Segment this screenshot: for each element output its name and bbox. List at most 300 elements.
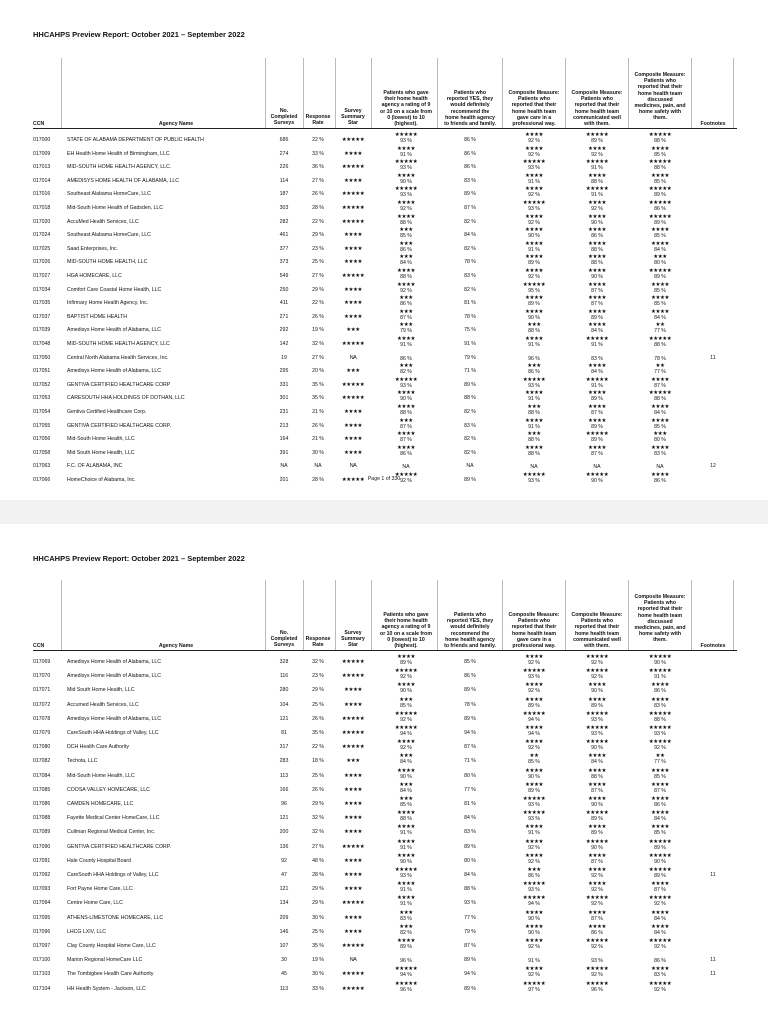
cell-ccn: 017058 [33, 449, 51, 456]
header-rule [33, 128, 737, 129]
cell-communication-stars: ★★★★★ [585, 472, 609, 478]
page-number: Page 1 of 330 [367, 476, 401, 482]
table-row [33, 924, 737, 938]
cell-rating-value: 94 % [400, 731, 412, 737]
cell-communication-value: 91 % [591, 342, 603, 348]
cell-care-stars: ★★★★ [524, 725, 544, 731]
cell-care-value: 88 % [528, 450, 540, 457]
cell-ccn: 017055 [33, 422, 51, 429]
cell-ccn: 017071 [33, 687, 51, 694]
cell-recommend-value: 87 % [464, 205, 476, 211]
cell-rating-stars: ★★★★★ [394, 710, 418, 717]
cell-completed-surveys: 121 [279, 815, 289, 822]
cell-ccn: 017096 [33, 928, 51, 935]
cell-agency-name: CARESOUTH HHA HOLDINGS OF DOTHAN, LLC [67, 395, 185, 402]
cell-recommend-value: 84 % [464, 815, 476, 822]
cell-rating-stars: ★★★★★ [394, 376, 418, 383]
cell-rating-stars: ★★★ [399, 363, 413, 370]
cell-care-value: 90 % [528, 314, 540, 321]
cell-care-stars: ★★★★★ [522, 810, 546, 817]
cell-summary-star: ★★★★ [343, 786, 363, 793]
header-recommend: Patients who reported YES, they would definitely recommend the home health agency to friends and family. [444, 90, 496, 128]
cell-medicines-stars: ★★★★★ [648, 938, 672, 944]
cell-recommend-value: 88 % [464, 395, 476, 402]
cell-summary-star: ★★★★ [343, 422, 363, 429]
table-row [33, 227, 737, 241]
cell-communication-stars: ★★★★★ [585, 336, 609, 342]
table-row [33, 796, 737, 810]
cell-care-stars: ★★★★ [524, 909, 544, 916]
cell-rating-value: 85 % [400, 233, 412, 240]
cell-rating-value: 93 % [400, 873, 412, 879]
cell-rating-value: 91 % [400, 342, 412, 348]
cell-response-rate: 27 % [312, 273, 324, 279]
cell-communication-value: 87 % [591, 287, 603, 294]
table-row [33, 309, 737, 323]
cell-care-stars: ★★★★ [524, 308, 544, 315]
cell-recommend-value: 84 % [464, 232, 476, 239]
cell-communication-stars: ★★★★★ [585, 938, 609, 944]
cell-communication-value: 92 % [591, 674, 603, 681]
header-communicated-well: Composite Measure: Patients who reported that their home health team communicated well with them. [571, 90, 623, 128]
cell-communication-value: 89 % [591, 396, 603, 403]
cell-care-value: 91 % [528, 423, 540, 430]
cell-ccn: 017024 [33, 232, 51, 239]
cell-care-value: 91 % [528, 830, 540, 837]
cell-agency-name: GENTIVA CERTIFIED HEALTHCARE CORP [67, 381, 171, 388]
cell-recommend-value: 89 % [464, 687, 476, 694]
cell-medicines-value: 86 % [654, 478, 666, 484]
cell-communication-stars: ★★★★ [587, 767, 607, 774]
cell-rating-stars: ★★★ [399, 322, 413, 329]
cell-medicines-stars: ★★★★★ [648, 654, 672, 660]
cell-agency-name: F.C. OF ALABAMA, INC [67, 463, 123, 470]
cell-recommend-value: 77 % [464, 914, 476, 921]
cell-rating-value: 86 % [400, 355, 412, 362]
cell-completed-surveys: 231 [279, 409, 289, 415]
table-row [33, 445, 737, 459]
cell-agency-name: MID-SOUTH HOME HEALTH AGENCY, LLC. [67, 164, 172, 171]
cell-communication-stars: ★★★★ [587, 404, 607, 410]
cell-medicines-value: 86 % [654, 958, 666, 965]
cell-care-value: 93 % [528, 478, 540, 484]
cell-communication-stars: ★★★★★ [585, 186, 609, 193]
cell-communication-stars: ★★★★ [587, 923, 607, 930]
cell-medicines-stars: ★★★★ [650, 376, 670, 383]
cell-completed-surveys: 377 [279, 245, 289, 252]
header-footnotes: Footnotes [700, 121, 726, 127]
cell-communication-value: 86 % [591, 929, 603, 936]
cell-medicines-value: 85 % [654, 287, 666, 294]
cell-communication-value: 92 % [591, 206, 603, 212]
table-row [33, 418, 737, 432]
cell-ccn: 017048 [33, 341, 51, 347]
cell-communication-stars: ★★★★ [587, 295, 607, 302]
cell-completed-surveys: 116 [279, 673, 289, 680]
cell-care-stars: ★★★★ [524, 336, 544, 342]
cell-ccn: 017100 [33, 957, 51, 964]
cell-communication-stars: ★★★★★ [585, 431, 609, 438]
cell-care-stars: ★★★★ [524, 767, 544, 774]
cell-rating-stars: ★★★★★ [394, 966, 418, 973]
table-row [33, 839, 737, 853]
cell-medicines-value: 87 % [654, 787, 666, 794]
cell-care-stars: ★★★ [527, 404, 541, 410]
cell-care-value: 89 % [528, 702, 540, 709]
cell-rating-value: 85 % [400, 802, 412, 808]
cell-summary-star: ★★★★ [343, 857, 363, 864]
cell-completed-surveys: 549 [279, 273, 289, 279]
cell-communication-value: 83 % [591, 355, 603, 362]
cell-medicines-stars: ★★★★ [650, 881, 670, 888]
cell-care-value: 86 % [528, 873, 540, 879]
table-row [33, 322, 737, 336]
cell-medicines-stars: ★★★★ [650, 909, 670, 916]
cell-care-stars: ★★ [529, 753, 539, 760]
cell-response-rate: 28 % [312, 477, 324, 483]
cell-ccn: 017103 [33, 971, 51, 978]
cell-medicines-value: 84 % [654, 314, 666, 321]
cell-recommend-value: 77 % [464, 786, 476, 793]
cell-communication-value: 84 % [591, 369, 603, 376]
cell-medicines-value: 84 % [654, 816, 666, 823]
cell-agency-name: Fort Payne Home Care, LLC [67, 886, 133, 893]
cell-communication-value: 87 % [591, 858, 603, 865]
cell-communication-stars: ★★★★ [587, 881, 607, 888]
cell-summary-star: ★★★★★ [341, 943, 365, 949]
table-row [33, 881, 737, 895]
cell-recommend-value: 82 % [464, 286, 476, 293]
cell-medicines-stars: ★★★ [653, 431, 667, 438]
cell-recommend-value: 82 % [464, 409, 476, 415]
cell-communication-stars: ★★★★★ [585, 132, 609, 138]
cell-care-value: 91 % [528, 396, 540, 403]
cell-completed-surveys: 461 [279, 232, 289, 239]
cell-rating-value: 84 % [400, 759, 412, 766]
cell-medicines-stars: ★★★★ [650, 240, 670, 247]
cell-completed-surveys: 201 [279, 477, 289, 483]
cell-ccn: 017050 [33, 354, 51, 361]
cell-ccn: 017080 [33, 744, 51, 751]
cell-summary-star: ★★★★ [343, 772, 363, 779]
cell-medicines-stars: ★★★★★ [648, 852, 672, 859]
cell-care-value: NA [530, 464, 538, 471]
cell-care-value: 89 % [528, 787, 540, 794]
cell-completed-surveys: 107 [279, 943, 289, 949]
cell-agency-name: CareSouth HHA Holdings of Valley, LLC [67, 872, 159, 878]
cell-medicines-value: 88 % [654, 716, 666, 723]
cell-recommend-value: 84 % [464, 872, 476, 878]
cell-ccn: 017020 [33, 218, 51, 225]
cell-ccn: 017092 [33, 872, 51, 878]
cell-response-rate: 26 % [312, 786, 324, 793]
cell-rating-value: 83 % [400, 915, 412, 922]
cell-rating-stars: ★★★★★ [394, 132, 418, 138]
cell-recommend-value: NA [466, 463, 474, 470]
cell-summary-star: ★★★★ [343, 177, 363, 184]
cell-response-rate: 27 % [312, 177, 324, 184]
cell-communication-stars: ★★★★★ [585, 654, 609, 660]
cell-communication-stars: ★★★★★ [585, 710, 609, 717]
cell-recommend-value: 91 % [464, 341, 476, 347]
cell-communication-stars: ★★★★★ [585, 895, 609, 902]
cell-rating-value: 86 % [400, 301, 412, 308]
cell-summary-star: ★★★★ [343, 701, 363, 708]
table-row [33, 254, 737, 268]
cell-summary-star: ★★★★ [343, 313, 363, 320]
cell-medicines-value: 90 % [654, 660, 666, 666]
header-response-rate: Response Rate [305, 114, 331, 127]
cell-rating-value: 94 % [400, 972, 412, 979]
cell-medicines-value: 92 % [654, 944, 666, 950]
cell-response-rate: 30 % [312, 914, 324, 921]
cell-medicines-stars: ★★★ [653, 254, 667, 261]
cell-medicines-stars: ★★★★ [650, 444, 670, 451]
header-rule [33, 650, 737, 651]
cell-care-stars: ★★★★ [524, 227, 544, 234]
cell-completed-surveys: 142 [279, 341, 289, 347]
cell-communication-stars: ★★★★ [587, 227, 607, 234]
cell-summary-star: ★★★★★ [341, 985, 365, 992]
cell-care-value: 94 % [528, 731, 540, 737]
cell-care-value: 85 % [528, 759, 540, 766]
table-row [33, 739, 737, 753]
cell-medicines-value: 90 % [654, 858, 666, 865]
cell-rating-value: 92 % [400, 674, 412, 681]
cell-medicines-stars: ★★ [655, 753, 665, 760]
cell-ccn: 017056 [33, 436, 51, 443]
cell-care-stars: ★★★★★ [522, 980, 546, 987]
cell-ccn: 017052 [33, 381, 51, 388]
cell-communication-value: 87 % [591, 787, 603, 794]
cell-rating-value: 92 % [400, 716, 412, 723]
cell-summary-star: ★★★★ [343, 436, 363, 443]
cell-agency-name: Techota, LLC [67, 758, 98, 765]
cell-care-value: 92 % [528, 660, 540, 666]
header-professional-care: Composite Measure: Patients who reported that their home health team gave care in a professional way. [508, 612, 560, 650]
cell-response-rate: 22 % [312, 218, 324, 225]
cell-communication-value: 88 % [591, 246, 603, 253]
cell-care-value: 91 % [528, 178, 540, 185]
cell-medicines-stars: ★★★★ [650, 810, 670, 817]
cell-care-stars: ★★★★★ [522, 200, 546, 206]
cell-communication-stars: ★★★★ [587, 213, 607, 220]
cell-ccn: 017066 [33, 477, 51, 483]
cell-recommend-value: 94 % [464, 730, 476, 736]
cell-summary-star: ★★★★ [343, 245, 363, 252]
cell-agency-name: Fayette Medical Center HomeCare, LLC [67, 815, 160, 822]
cell-rating-value: 88 % [400, 274, 412, 280]
cell-rating-value: 91 % [400, 830, 412, 837]
header-communicated-well: Composite Measure: Patients who reported that their home health team communicated well with them. [571, 612, 623, 650]
cell-care-stars: ★★★★ [524, 654, 544, 660]
cell-medicines-stars: ★★ [655, 322, 665, 329]
table-row [33, 268, 737, 282]
header-completed-surveys: No. Completed Surveys [270, 108, 298, 127]
cell-medicines-stars: ★★★★★ [648, 710, 672, 717]
table-row [33, 697, 737, 711]
cell-medicines-stars: ★★★★★ [648, 838, 672, 845]
cell-completed-surveys: 114 [279, 177, 289, 184]
cell-communication-value: 84 % [591, 328, 603, 335]
cell-completed-surveys: 96 [281, 801, 287, 807]
cell-communication-stars: ★★★★★ [585, 739, 609, 746]
cell-completed-surveys: 250 [279, 286, 289, 293]
cell-care-value: 92 % [528, 219, 540, 226]
cell-ccn: 017009 [33, 150, 51, 157]
cell-agency-name: HGA HOMECARE, LLC [67, 273, 122, 279]
cell-recommend-value: 80 % [464, 772, 476, 779]
cell-rating-stars: ★★★ [399, 909, 413, 916]
cell-rating-stars: ★★★ [399, 696, 413, 703]
cell-medicines-value: 89 % [654, 219, 666, 226]
cell-summary-star: ★★★★★ [341, 381, 365, 388]
cell-communication-value: 91 % [591, 165, 603, 172]
cell-care-stars: ★★★★ [524, 923, 544, 930]
cell-recommend-value: 89 % [464, 191, 476, 198]
cell-agency-name: Mid South Home Health, LLC [67, 687, 135, 694]
cell-medicines-value: 92 % [654, 901, 666, 908]
cell-ccn: 017093 [33, 886, 51, 893]
cell-medicines-value: 83 % [654, 450, 666, 457]
cell-recommend-value: 89 % [464, 715, 476, 722]
cell-response-rate: 25 % [312, 701, 324, 708]
table-row [33, 824, 737, 838]
cell-care-stars: ★★★★ [524, 838, 544, 845]
cell-response-rate: 20 % [312, 368, 324, 375]
cell-rating-stars: ★★★★ [396, 431, 416, 438]
cell-rating-stars: ★★★★ [396, 404, 416, 410]
header-ccn: CCN [33, 643, 45, 649]
cell-recommend-value: 82 % [464, 218, 476, 225]
cell-completed-surveys: 92 [281, 857, 287, 864]
cell-completed-surveys: 104 [279, 701, 289, 708]
cell-communication-stars: ★★★★ [587, 824, 607, 831]
cell-medicines-stars: ★★★★ [650, 796, 670, 802]
cell-rating-value: 79 % [400, 328, 412, 335]
cell-agency-name: Saad Enterprises, Inc. [67, 245, 119, 252]
cell-communication-value: 89 % [591, 437, 603, 444]
cell-response-rate: 29 % [312, 900, 324, 907]
cell-summary-star: ★★★★★ [341, 191, 365, 198]
cell-summary-star: ★★★★ [343, 928, 363, 935]
cell-summary-star: NA [349, 354, 357, 361]
cell-medicines-value: 77 % [654, 759, 666, 766]
table-row [33, 282, 737, 296]
cell-communication-stars: ★★★★★ [585, 966, 609, 973]
cell-summary-star: ★★★★ [343, 259, 363, 266]
cell-medicines-value: 87 % [654, 382, 666, 389]
cell-care-value: 90 % [528, 929, 540, 936]
cell-response-rate: 25 % [312, 772, 324, 779]
cell-communication-value: 91 % [591, 382, 603, 389]
cell-communication-stars: ★★★★ [587, 696, 607, 703]
cell-agency-name: Central North Alabama Health Services, Inc. [67, 354, 169, 361]
cell-medicines-value: 84 % [654, 246, 666, 253]
cell-medicines-value: 78 % [654, 355, 666, 362]
table-row [33, 458, 737, 472]
cell-response-rate: 33 % [312, 150, 324, 157]
cell-care-value: 94 % [528, 716, 540, 723]
cell-recommend-value: 94 % [464, 971, 476, 978]
cell-response-rate: 21 % [312, 436, 324, 443]
cell-medicines-stars: ★★★★★ [648, 186, 672, 193]
cell-care-stars: ★★★★★ [522, 472, 546, 478]
cell-communication-stars: ★★★★ [587, 753, 607, 760]
cell-recommend-value: 75 % [464, 327, 476, 334]
cell-summary-star: NA [349, 957, 357, 964]
cell-care-stars: ★★★★ [524, 938, 544, 944]
cell-communication-value: 88 % [591, 260, 603, 267]
table-row [33, 725, 737, 739]
cell-communication-value: 89 % [591, 702, 603, 709]
cell-agency-name: Amedisys Home Health of Alabama, LLC [67, 659, 161, 665]
cell-response-rate: 27 % [312, 843, 324, 850]
header-medicines-pain-safety: Composite Measure: Patients who reported that their home health team discussed medicines, pain, and home safety with them. [634, 594, 686, 644]
cell-footnote: 11 [710, 872, 716, 878]
cell-care-stars: ★★★★ [524, 417, 544, 424]
cell-medicines-stars: ★★★★ [650, 781, 670, 788]
cell-rating-stars: ★★★★ [396, 881, 416, 888]
cell-response-rate: 27 % [312, 354, 324, 361]
cell-rating-stars: ★★★★ [396, 938, 416, 944]
cell-care-stars: ★★★★ [524, 390, 544, 397]
cell-medicines-stars: ★★★★★ [648, 668, 672, 675]
cell-medicines-value: 88 % [654, 342, 666, 348]
cell-recommend-value: 79 % [464, 928, 476, 935]
cell-communication-stars: ★★★★★ [585, 810, 609, 817]
cell-agency-name: The Tombigbee Health Care Authority [67, 971, 154, 978]
cell-recommend-value: 82 % [464, 449, 476, 456]
cell-recommend-value: 78 % [464, 313, 476, 320]
cell-agency-name: Marion Regional HomeCare LLC [67, 957, 143, 964]
table-row [33, 350, 737, 364]
cell-communication-stars: ★★★★ [587, 796, 607, 802]
cell-response-rate: 33 % [312, 985, 324, 992]
cell-response-rate: 35 % [312, 395, 324, 402]
cell-response-rate: 29 % [312, 687, 324, 694]
header-completed-surveys: No. Completed Surveys [270, 630, 298, 649]
cell-completed-surveys: 303 [279, 205, 289, 211]
cell-recommend-value: 78 % [464, 701, 476, 708]
cell-medicines-stars: ★★ [655, 363, 665, 370]
cell-medicines-stars: ★★★★ [650, 417, 670, 424]
cell-recommend-value: 89 % [464, 985, 476, 992]
cell-rating-value: 90 % [400, 396, 412, 403]
cell-communication-value: 90 % [591, 688, 603, 695]
cell-rating-value: 91 % [400, 901, 412, 908]
cell-medicines-value: 91 % [654, 674, 666, 681]
cell-medicines-stars: ★★★★ [650, 295, 670, 302]
cell-summary-star: NA [349, 463, 357, 470]
cell-medicines-stars: ★★★★★ [648, 390, 672, 397]
cell-agency-name: HH Health System - Jackson, LLC [67, 985, 146, 992]
cell-footnote: 11 [710, 354, 716, 361]
cell-communication-value: 91 % [591, 192, 603, 199]
cell-response-rate: 32 % [312, 829, 324, 836]
cell-communication-stars: ★★★★ [587, 308, 607, 315]
cell-care-value: 92 % [528, 972, 540, 979]
cell-completed-surveys: 282 [279, 218, 289, 225]
cell-completed-surveys: 113 [279, 985, 289, 992]
cell-agency-name: BAPTIST HOME HEALTH [67, 313, 128, 320]
cell-medicines-value: 77 % [654, 328, 666, 335]
cell-agency-name: Amedisys Home Health of Alabama, LLC [67, 368, 161, 375]
cell-rating-stars: ★★★ [399, 295, 413, 302]
cell-rating-value: 88 % [400, 410, 412, 416]
cell-rating-stars: ★★★★★ [394, 668, 418, 675]
cell-medicines-value: 88 % [654, 138, 666, 144]
